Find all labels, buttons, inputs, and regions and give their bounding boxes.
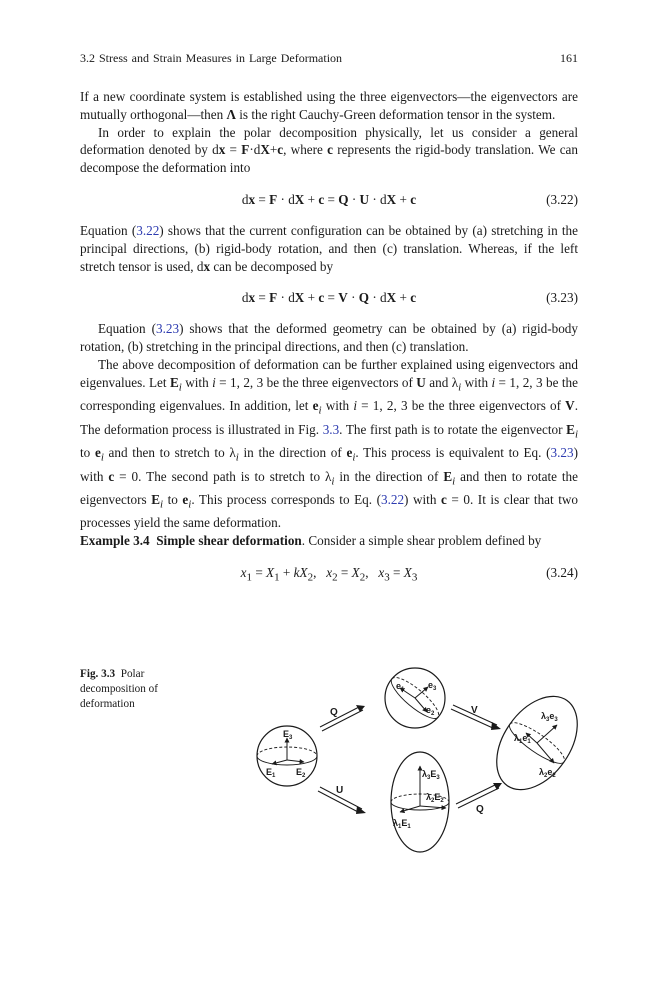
E2-label: $E_2$ bbox=[296, 767, 306, 779]
V-label: V bbox=[471, 705, 478, 716]
arrow-U bbox=[318, 785, 366, 814]
lambda3-E3-label: $\lambda_3E_3$ bbox=[422, 769, 440, 781]
paragraph-deformed-geometry: Equation (3.23) shows that the deformed geometry can be obtained by (a) rigid-body rotation, (b) stretching in the principal directions, and then (c) translation. bbox=[80, 321, 578, 355]
example-label: Example 3.4 bbox=[80, 533, 150, 549]
equation-3-24-formula: $x_1 = X_1 + kX_2$, $x_2 = X_2$, $x_3 = X_3$ bbox=[240, 564, 418, 584]
lambda2-e2-label: $\lambda_2e_2$ bbox=[539, 767, 556, 779]
lambda2-E2-label: $\lambda_2E_2$ bbox=[426, 792, 444, 804]
ref-eq-3-23[interactable]: 3.23 bbox=[155, 321, 180, 337]
figure-caption bbox=[80, 667, 180, 712]
running-head bbox=[80, 50, 578, 66]
equation-3-22-number: (3.22) bbox=[546, 191, 578, 207]
figure-3-3 bbox=[80, 665, 578, 865]
example-title: Simple shear deformation bbox=[156, 533, 302, 549]
ref-eq-3-22-b[interactable]: 3.22 bbox=[380, 491, 405, 507]
E1-label: $E_1$ bbox=[266, 767, 276, 779]
ref-fig-3-3[interactable]: 3.3 bbox=[322, 421, 340, 437]
equation-3-23-number: (3.23) bbox=[546, 290, 578, 306]
ref-eq-3-23-b[interactable]: 3.23 bbox=[550, 445, 574, 461]
U-label: U bbox=[336, 785, 344, 796]
equation-3-24-number: (3.24) bbox=[546, 564, 578, 580]
arrow-V bbox=[451, 705, 501, 730]
lambda1-e1-label: $\lambda_1e_1$ bbox=[514, 733, 531, 745]
e2-label: $e_2$ bbox=[426, 705, 435, 717]
body-text bbox=[80, 88, 578, 582]
running-head-section: 3.2 Stress and Strain Measures in Large Deformation bbox=[80, 51, 343, 65]
lambda1-E1-label: $\lambda_1E_1$ bbox=[393, 818, 411, 830]
arrow-Q-top bbox=[320, 705, 365, 731]
rotated-sphere bbox=[385, 668, 445, 728]
e1-label: $e_1$ bbox=[396, 681, 405, 693]
lambda1-E1-vector bbox=[400, 806, 420, 812]
page-number: 161 bbox=[560, 51, 578, 65]
page bbox=[80, 50, 578, 595]
undeformed-sphere bbox=[257, 726, 317, 786]
Q-label-top: Q bbox=[330, 707, 338, 718]
figure-label: Fig. 3.3 bbox=[80, 668, 116, 680]
example-3-4: Example 3.4 Simple shear deformation. Consider a simple shear problem defined by bbox=[80, 533, 542, 549]
equation-3-23-formula: dx = F · dX + c = V · Q · dX + c bbox=[241, 290, 417, 306]
ref-eq-3-22[interactable]: 3.22 bbox=[136, 222, 160, 238]
e3-label: $e_3$ bbox=[428, 680, 437, 692]
lambda2-e2-vector bbox=[537, 743, 554, 763]
paragraph-current-configuration: Equation (3.22) shows that the current configuration can be obtained by (a) stretching in the principal directions, (b) rigid-body rotation, and then (c) translation. Whereas, if the left stretch tensor is used, dx can be decomposed by bbox=[80, 222, 578, 274]
paragraph-polar-decomposition: In order to explain the polar decomposition physically, let us consider a general deformation denoted by dx = F·dX+c, where c represents the rigid-body translation. We can decompose the deformation into bbox=[80, 124, 579, 176]
paragraph-eigen-explanation: The above decomposition of deformation can be further explained using eigenvectors and eigenvalues. Let $E_i$ with i = 1, 2, 3 be the three eigenvectors of U and $\lambda_i$ with i = 1, 2, 3 be the corresponding eigenvalues. In addition, let $e_i$ with i = 1, 2, 3 be the three eigenvectors of V. The deformation process is illustrated in Fig. 3.3. The first path is to rotate the eigenvector $E_i$ to $e_i$ and then to stretch to $\lambda_i$ in the direction of $e_i$. This process is equivalent to Eq. (3.23) with c = 0. The second path is to stretch to $\lambda_i$ in the direction of $E_i$ and then to rotate the eigenvectors $E_i$ to $e_i$. This process corresponds to Eq. (3.22) with c = 0. It is clear that two processes yield the same deformation. bbox=[80, 356, 579, 531]
arrow-Q-bottom bbox=[456, 783, 502, 815]
equation-3-22-formula: dx = F · dX + c = Q · U · dX + c bbox=[241, 191, 417, 207]
stretched-ellipsoid bbox=[391, 752, 449, 852]
polar-decomposition-diagram bbox=[250, 665, 580, 860]
E2-vector bbox=[287, 760, 304, 762]
paragraph-eigenvectors: If a new coordinate system is established using the three eigenvectors—the eigenvectors are mutually orthogonal—then Λ is the right Cauchy-Green deformation tensor in the system. bbox=[80, 89, 578, 122]
equation-3-24 bbox=[80, 564, 578, 582]
figure-caption-text: Polar decomposition of deformation bbox=[80, 668, 158, 710]
E1-vector bbox=[272, 760, 287, 764]
E3-label: $E_3$ bbox=[283, 729, 293, 741]
equation-3-22 bbox=[80, 191, 578, 209]
Q-label-bottom: Q bbox=[476, 804, 484, 815]
lambda3-e3-label: $\lambda_3e_3$ bbox=[541, 711, 558, 723]
equation-3-23 bbox=[80, 289, 578, 307]
